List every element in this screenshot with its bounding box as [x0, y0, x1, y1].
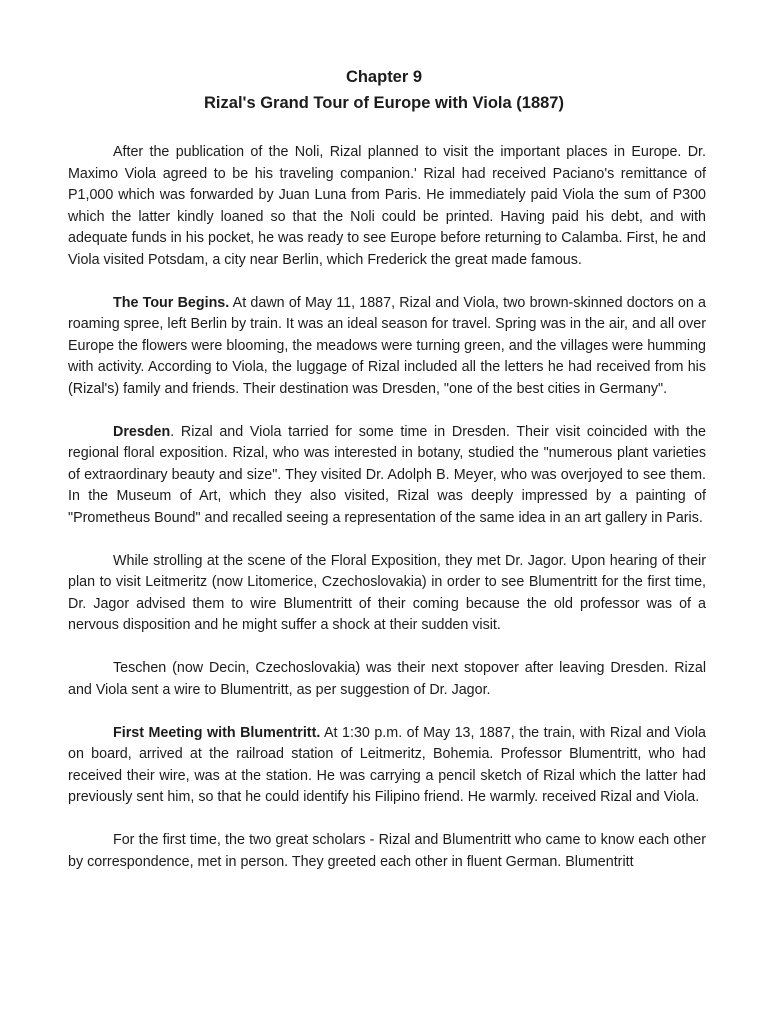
paragraph: [68, 551, 706, 637]
paragraph-text: After the publication of the Noli, Rizal planned to visit the important places in Europe. Dr. Maximo Viola agreed to be his traveling companion.' Rizal had received Paciano's remittance of P1,000 which was forwarded by Juan Luna from Paris. He immediately paid Viola the sum of P300 which the latter kindly loaned so that the Noli could be printed. Having paid his debt, and with adequate funds in his pocket, he was ready to see Europe before returning to Calamba. First, he and Viola visited Potsdam, a city near Berlin, which Frederick the great made famous.: [68, 144, 706, 268]
paragraph-text: . Rizal and Viola tarried for some time in Dresden. Their visit coincided with the regional floral exposition. Rizal, who was interested in botany, studied the "numerous plant varieties of extraordinary beauty and size". They visited Dr. Adolph B. Meyer, who was overjoyed to see them. In the Museum of Art, which they also visited, Rizal was deeply impressed by a painting of "Prometheus Bound" and recalled seeing a representation of the same idea in an art gallery in Paris.: [68, 423, 706, 526]
paragraph-heading: First Meeting with Blumentritt.: [113, 724, 321, 741]
paragraph-text: At 1:30 p.m. of May 13, 1887, the train, with Rizal and Viola on board, arrived at the railroad station of Leitmeritz, Bohemia. Professor Blumentritt, who had received their wire, was at the station. He was carrying a pencil sketch of Rizal which the latter had previously sent him, so that he could identify his Filipino friend. He warmly. received Rizal and Viola.: [68, 724, 706, 805]
chapter-title: Rizal's Grand Tour of Europe with Viola (1887): [204, 94, 564, 112]
paragraph: [68, 422, 706, 530]
document-header: [0, 64, 768, 116]
paragraph-text: For the first time, the two great scholars - Rizal and Blumentritt who came to know each other by correspondence, met in person. They greeted each other in fluent German. Blumentritt: [68, 832, 706, 870]
paragraph-text: While strolling at the scene of the Floral Exposition, they met Dr. Jagor. Upon hearing of their plan to visit Leitmeritz (now Litomerice, Czechoslovakia) in order to see Blumentritt for the first time, Dr. Jagor advised them to wire Blumentritt of their coming because the old professor was of a nervous disposition and he might suffer a shock at their sudden visit.: [68, 552, 706, 633]
document-body: [68, 142, 706, 895]
paragraph-text: Teschen (now Decin, Czechoslovakia) was their next stopover after leaving Dresden. Rizal and Viola sent a wire to Blumentritt, as per suggestion of Dr. Jagor.: [68, 660, 706, 698]
paragraph: [68, 830, 706, 873]
paragraph: [68, 658, 706, 701]
paragraph-heading: Dresden: [113, 423, 171, 440]
paragraph-heading: The Tour Begins.: [113, 294, 230, 311]
paragraph: [68, 723, 706, 809]
paragraph: [68, 142, 706, 271]
paragraph: [68, 293, 706, 401]
chapter-number: Chapter 9: [345, 68, 423, 86]
paragraph-text: At dawn of May 11, 1887, Rizal and Viola, two brown-skinned doctors on a roaming spree, left Berlin by train. It was an ideal season for travel. Spring was in the air, and all over Europe the flowers were blooming, the meadows were turning green, and the villages were humming with activity. According to Viola, the luggage of Rizal included all the letters he had received from his (Rizal's) family and friends. Their destination was Dresden, "one of the best cities in Germany".: [68, 294, 707, 397]
